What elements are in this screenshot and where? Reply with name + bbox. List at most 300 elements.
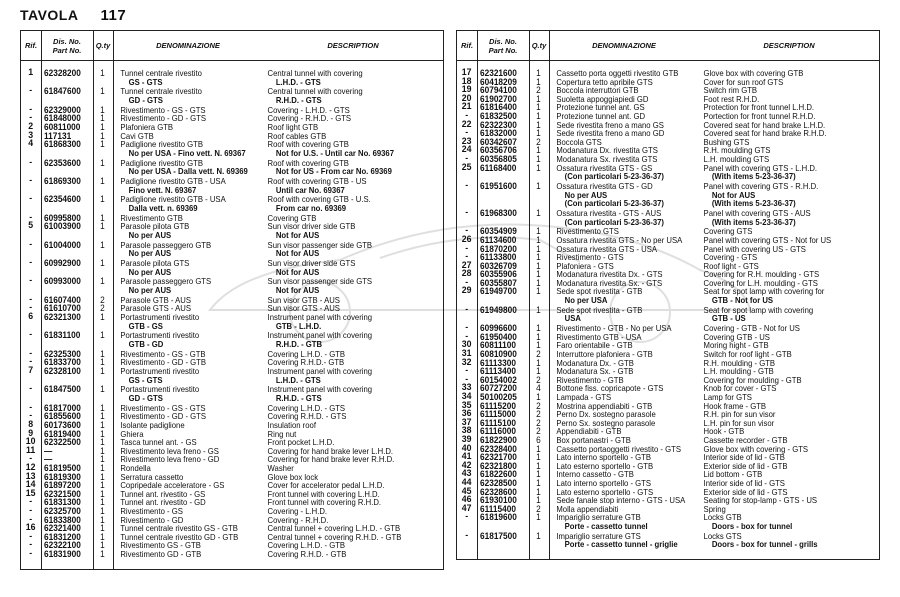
row-part-number: 61833800 [44, 514, 81, 525]
row-denominazione: Perno Sx. sostegno parasole [556, 417, 656, 428]
row-quantity: 1 [536, 234, 541, 245]
row-denominazione: Isolante padiglione [120, 420, 185, 430]
row-part-number: 60794100 [480, 85, 517, 96]
row-quantity: 1 [536, 392, 541, 402]
row-denominazione: Modanatura rivestita Dx. - GTS [556, 269, 663, 280]
row-quantity: 1 [100, 384, 105, 395]
row-part-number: 62321700 [480, 452, 517, 463]
row-rif: - [465, 127, 469, 139]
page-title [20, 7, 126, 24]
table-row [457, 324, 876, 333]
row-description: Roof with covering GTB [267, 139, 349, 150]
row-denominazione: Sede spot rivestita - GTB [556, 286, 643, 297]
row-denominazione-detail: Dalla vett. n. 69369 [128, 202, 198, 213]
row-description: Seat for spot lamp with covering for [703, 286, 825, 297]
row-denominazione: Lato esterno sportello - GTB [556, 460, 654, 471]
row-quantity: 1 [100, 480, 105, 491]
row-denominazione: Ossatura rivestita - GTS - AUS [556, 207, 662, 218]
row-description: Sun visor driver side GTB [267, 221, 356, 232]
page-label: TAVOLA [20, 7, 79, 23]
row-description: Moring hight - GTB [703, 340, 769, 351]
row-quantity: 1 [536, 304, 541, 315]
table-row [21, 358, 440, 367]
row-part-number: 62328200 [44, 68, 81, 78]
row-quantity: 2 [536, 400, 541, 411]
row-quantity: 6 [536, 434, 541, 445]
row-part-number: 60811000 [44, 121, 81, 132]
row-denominazione: Boccola interruttori GTB [556, 85, 639, 96]
row-quantity: 1 [100, 175, 105, 186]
row-rif: 12 [25, 461, 36, 473]
row-denominazione: Parasole GTB - AUS [120, 294, 192, 305]
row-description-detail: GTB - US [711, 313, 746, 324]
table-row [457, 75, 876, 87]
header-part-no [477, 31, 529, 60]
row-denominazione: Molla appendiabiti [556, 503, 619, 514]
row-rif: - [29, 329, 33, 341]
row-part-number: 62322500 [44, 437, 81, 448]
row-part-number: 61847500 [44, 384, 81, 395]
row-quantity: 1 [100, 221, 105, 232]
row-description: Covering - L.H.D. [267, 505, 328, 516]
row-quantity: 1 [100, 121, 105, 132]
row-denominazione: Parasole passeggero GTS [120, 276, 212, 287]
row-rif: 19 [461, 84, 472, 96]
row-description: Front pocket L.H.D. [267, 437, 335, 448]
row-denominazione: Rivestimento - GTB [556, 374, 624, 385]
row-denominazione: Serratura cassetto [120, 471, 184, 482]
row-description: Covering GTB - US [703, 331, 770, 342]
row-description: L.H. pin for sun visor [703, 417, 775, 428]
row-rif: 46 [461, 494, 472, 506]
row-rif: - [465, 511, 469, 523]
row-description: Sun visor GTB - AUS [267, 294, 340, 305]
row-denominazione: Protezione tunnel ant. GS [556, 102, 645, 113]
row-denominazione: Sede rivestita freno a mano GS [556, 119, 664, 130]
row-quantity: 1 [100, 330, 105, 341]
row-denominazione: Rivestimento - GS - GTB [120, 348, 206, 359]
row-rif: 2 [28, 120, 34, 132]
row-denominazione: Parasole pilota GTS [120, 258, 190, 269]
row-rif: - [29, 112, 33, 124]
row-part-number: 61822600 [480, 469, 517, 480]
row-description: Roof with covering GTB [267, 157, 349, 168]
row-quantity: 1 [100, 276, 105, 287]
row-description-detail: (With items 5-23-36-37) [711, 198, 796, 209]
table-row [457, 303, 876, 324]
row-part-number: 61902700 [480, 93, 517, 104]
row-rif: 29 [461, 285, 472, 297]
table-row [21, 277, 440, 295]
row-quantity: 1 [100, 402, 105, 413]
row-part-number: 60727200 [480, 383, 517, 394]
table-row [21, 129, 440, 141]
row-rif: - [465, 109, 469, 121]
row-rif: - [29, 513, 33, 525]
row-description: Instrument panel with covering [267, 384, 373, 395]
row-quantity: 1 [100, 428, 105, 439]
row-part-number: 62328100 [44, 366, 81, 377]
table-row [457, 399, 876, 411]
table-row [457, 393, 876, 402]
row-denominazione: Modanatura Sx. rivestita GTS [556, 153, 658, 164]
row-rif: 38 [461, 425, 472, 437]
row-part-number: 61004000 [44, 239, 81, 250]
row-rif: 45 [461, 485, 472, 497]
header-description: DESCRIPTION [763, 41, 815, 50]
row-denominazione-detail: No per USA - Dalla vett. N. 69369 [128, 166, 248, 177]
row-denominazione-detail: (Con particolari 5-23-36-37) [564, 198, 664, 209]
row-quantity: 1 [536, 145, 541, 156]
row-description: Cover for sun roof GTS [703, 76, 784, 87]
row-part-number: 62329000 [44, 104, 81, 115]
table-body [457, 69, 879, 550]
row-rif: - [29, 504, 33, 516]
row-part-number: 62321300 [44, 312, 81, 323]
row-quantity: 2 [100, 294, 105, 305]
row-denominazione-detail: Fino vett. N. 69367 [128, 184, 197, 195]
row-description: Covering R.H.D. - GTB [267, 548, 347, 559]
row-denominazione: Lato interno sportello - GTS [556, 477, 652, 488]
table-row [21, 293, 440, 305]
table-row [457, 330, 876, 342]
row-description-detail: Not for US - From car No. 69369 [275, 166, 392, 177]
row-description: Covering for hand brake lever R.H.D. [267, 454, 395, 465]
row-rif: - [29, 410, 33, 422]
row-rif: - [465, 330, 469, 342]
row-quantity: 1 [100, 411, 105, 422]
row-part-number: 62321600 [480, 68, 517, 78]
row-quantity: 1 [536, 119, 541, 130]
row-denominazione: Ossatura rivestita GTS - USA [556, 243, 657, 254]
row-description: Roof with covering GTB - US [267, 175, 367, 186]
row-denominazione: Rivestimento GTB [120, 212, 183, 223]
row-description-detail: (With items 5-23-36-37) [711, 216, 796, 227]
table-row [21, 412, 440, 421]
row-denominazione-detail: Porte - cassetto tunnel - griglie [564, 539, 678, 550]
row-part-number: 61949700 [480, 286, 517, 297]
row-rif: 10 [25, 436, 36, 448]
table-row [21, 156, 440, 177]
row-quantity: 1 [536, 93, 541, 104]
row-quantity: 1 [536, 512, 541, 523]
row-description: Knob for cover - GTS [703, 383, 777, 394]
row-quantity: 1 [536, 452, 541, 463]
row-rif: - [29, 85, 33, 97]
row-description: Sun visor driver side GTS [267, 258, 356, 269]
row-rif: - [465, 251, 469, 263]
row-description: Seating for stop-lamp - GTS - US [703, 495, 818, 506]
row-description-detail: Not for AUS [275, 285, 320, 296]
row-part-number: 60993000 [44, 276, 81, 287]
row-part-number: 61968300 [480, 207, 517, 218]
row-description: Central tunnel with covering [267, 68, 363, 78]
row-description-detail: Not for AUS [275, 266, 320, 277]
row-part-number: 60992900 [44, 258, 81, 269]
row-rif: - [465, 206, 469, 218]
row-description: L.H. moulding GTS [703, 153, 770, 164]
row-description-detail: Not for AUS [275, 248, 320, 259]
row-part-number: 60356706 [480, 145, 517, 156]
row-description: Roof light GTB [267, 121, 319, 132]
row-part-number: 61847600 [44, 86, 81, 97]
row-quantity: 1 [536, 207, 541, 218]
table-row [21, 347, 440, 359]
row-denominazione: Rivestimento - GD - GTS [120, 411, 206, 422]
row-description: Covering - GTS [703, 252, 758, 263]
row-description: Bushing GTS [703, 136, 750, 147]
row-quantity: 1 [536, 180, 541, 191]
table-row [457, 529, 876, 550]
row-quantity: 1 [100, 514, 105, 525]
row-denominazione: Tasca tunnel ant. - GS [120, 437, 197, 448]
header-denominazione: DENOMINAZIONE [156, 41, 220, 50]
row-quantity: 1 [100, 357, 105, 368]
row-denominazione: Sede rivestita freno a mano GD [556, 128, 665, 139]
row-quantity: 1 [100, 445, 105, 456]
table-row [21, 498, 440, 507]
table-row [457, 356, 876, 368]
row-rif: 31 [461, 348, 472, 360]
row-description: Front tunnel with covering L.H.D. [267, 488, 380, 499]
row-quantity: 1 [100, 258, 105, 269]
row-denominazione: Impariglio serrature GTS [556, 530, 641, 541]
table-row [457, 367, 876, 376]
row-denominazione-detail: Porte - cassetto tunnel [564, 520, 648, 531]
row-denominazione: Rivestimento GTS [556, 226, 619, 237]
table-row [457, 470, 876, 479]
row-description: Spring [703, 503, 726, 514]
row-rif: - [465, 365, 469, 377]
row-description: Central tunnel + covering L.H.D. - GTB [267, 523, 401, 534]
row-rif: 34 [461, 391, 472, 402]
row-quantity: 1 [100, 86, 105, 97]
row-rif: 22 [461, 118, 472, 130]
row-rif: 32 [461, 356, 472, 368]
table-row [21, 211, 440, 223]
row-denominazione: Rondella [120, 462, 151, 473]
row-part-number: 60173600 [44, 420, 81, 430]
row-description: Instrument panel with covering [267, 366, 373, 377]
row-description: Panel with covering GTS - R.H.D. [703, 180, 819, 191]
row-part-number: 61817500 [480, 530, 517, 541]
row-rif: 40 [461, 442, 472, 454]
row-description-detail: Doors - box for tunnel [711, 520, 793, 531]
row-part-number: 60810900 [480, 349, 517, 360]
row-denominazione: Plafoniera GTB [120, 121, 174, 132]
row-denominazione: Faro orientabile - GTB [556, 340, 633, 351]
row-description: Covering - R.H.D. - GTS [267, 113, 352, 124]
row-rif: - [29, 530, 33, 542]
row-rif: - [29, 257, 33, 269]
row-denominazione: Portastrumenti rivestito [120, 366, 200, 377]
row-denominazione-detail: No per AUS [128, 248, 172, 259]
row-denominazione: Rivestimento - GTS [556, 252, 624, 263]
row-description: Covering L.H.D. - GTB [267, 348, 346, 359]
row-rif: - [465, 529, 469, 541]
row-part-number: 62354600 [44, 194, 81, 205]
row-rif: - [465, 225, 469, 237]
row-part-number: 62328400 [480, 443, 517, 454]
row-quantity: 1 [100, 437, 105, 448]
row-part-number: 61833700 [44, 357, 81, 368]
row-quantity: 1 [536, 76, 541, 87]
row-quantity: 1 [536, 226, 541, 237]
row-rif: 15 [25, 487, 36, 499]
table-row [21, 174, 440, 195]
row-part-number: 61869300 [44, 175, 81, 186]
row-rif: 27 [461, 259, 472, 271]
row-description-detail: Doors - box for tunnel - grills [711, 539, 818, 550]
table-row [21, 222, 440, 240]
row-part-number: 61819600 [480, 512, 517, 523]
row-part-number: 60326709 [480, 260, 517, 271]
row-denominazione: Rivestimento GD - GTB [120, 548, 202, 559]
row-quantity: 1 [536, 331, 541, 342]
row-part-number: 61115200 [480, 400, 516, 411]
row-quantity: 1 [100, 366, 105, 377]
table-row [21, 421, 440, 430]
row-denominazione-detail: (Con particolari 5-23-36-37) [564, 171, 664, 182]
row-description: R.H. moulding - GTB [703, 357, 776, 368]
row-part-number: 62325300 [44, 348, 81, 359]
row-rif: 16 [25, 522, 36, 534]
row-rif: 42 [461, 459, 472, 471]
row-rif: - [29, 275, 33, 287]
row-description: Glove box lock [267, 471, 319, 482]
row-description: Covering - R.H.D. [267, 514, 329, 525]
table-row [457, 427, 876, 436]
row-quantity: 2 [536, 503, 541, 514]
table-row [21, 87, 440, 105]
row-part-number: 60418209 [480, 76, 517, 87]
row-quantity: 1 [100, 523, 105, 534]
row-rif: 21 [461, 101, 472, 113]
header-part-line2: Part No. [52, 45, 82, 55]
table-row [457, 135, 876, 147]
table-row [457, 341, 876, 350]
row-part-number: 61950400 [480, 331, 517, 342]
row-part-number: 60354909 [480, 226, 517, 237]
row-rif: - [29, 193, 33, 205]
row-description: Glove box with covering - GTS [703, 443, 809, 454]
row-description: Lamp for GTS [703, 392, 752, 402]
row-quantity: 1 [536, 460, 541, 471]
row-part-number: 61855600 [44, 411, 81, 422]
row-quantity: 1 [536, 128, 541, 139]
table-row [21, 120, 440, 132]
row-denominazione: Modanatura Dx. rivestita GTS [556, 145, 658, 156]
row-denominazione: Tunnel centrale rivestito GS - GTB [120, 523, 238, 534]
row-quantity: 4 [536, 383, 541, 394]
row-denominazione: Cassetto portaoggetti rivestito - GTS [556, 443, 681, 454]
row-description-detail: GTB - Not for US [711, 295, 774, 306]
row-quantity: 1 [536, 243, 541, 254]
row-rif: - [29, 356, 33, 368]
row-rif: - [465, 242, 469, 254]
table-row [457, 146, 876, 155]
table-row [21, 238, 440, 259]
table-row [457, 253, 876, 262]
row-denominazione: Sede spot rivestita - GTB [556, 304, 643, 315]
row-denominazione: Tunnel centrale rivestito [120, 86, 202, 97]
row-quantity: 2 [536, 409, 541, 420]
row-description: Covering for L.H. moulding - GTS [703, 277, 818, 288]
row-part-number: 61116000 [480, 426, 516, 437]
row-description: Cassette recorder - GTB [703, 434, 788, 445]
row-denominazione: Copertura tetto apribile GTS [556, 76, 653, 87]
row-description: Insulation roof [267, 420, 316, 430]
row-description: Central tunnel with covering [267, 86, 363, 97]
row-denominazione: Modanatura rivestita Sx. - GTS [556, 277, 663, 288]
row-description: Interior side of lid - GTS [703, 477, 785, 488]
row-denominazione: Boccola GTS [556, 136, 602, 147]
row-quantity: 1 [536, 486, 541, 497]
row-quantity: 1 [100, 139, 105, 150]
row-denominazione: Rivestimento - GTB - No per USA [556, 323, 672, 334]
table-row [21, 461, 440, 473]
row-quantity: 1 [536, 530, 541, 541]
row-description: Glove box with covering GTB [703, 68, 804, 78]
row-rif: 6 [28, 311, 34, 323]
row-rif: 47 [461, 502, 472, 514]
table-row [21, 103, 440, 115]
row-description: Covered seat for hand brake R.H.D. [703, 128, 827, 139]
row-part-number: 62321800 [480, 460, 517, 471]
row-description: Central tunnel + covering R.H.D. - GTB [267, 531, 402, 542]
row-denominazione: Ossatura rivestita GTS - GS [556, 162, 653, 173]
row-description: Locks GTB [703, 512, 742, 523]
row-description: Covering for R.H. moulding - GTS [703, 269, 820, 280]
row-part-number: 61113300 [480, 357, 516, 368]
row-part-number: 62321500 [44, 488, 81, 499]
row-part-number: 61831100 [44, 330, 81, 341]
row-denominazione: Bottone fiss. copricapote - GTS [556, 383, 664, 394]
row-rif: 26 [461, 233, 472, 245]
row-quantity: 2 [536, 85, 541, 96]
header-qty: Q.ty [95, 41, 111, 50]
row-part-number: — [44, 454, 53, 465]
row-rif: - [465, 179, 469, 191]
table-row [21, 367, 440, 385]
row-denominazione: Mostrina appendiabiti - GTB [556, 400, 653, 411]
row-quantity: 1 [536, 495, 541, 506]
parts-table-left [20, 30, 444, 570]
row-part-number: 62322300 [480, 119, 517, 130]
row-rif: 11 [26, 444, 36, 456]
row-part-number: 61003900 [44, 221, 81, 232]
row-description: Hook - GTB [703, 426, 745, 437]
row-rif: 30 [461, 339, 472, 351]
row-description: Panel with covering US - GTS [703, 243, 806, 254]
row-quantity: 1 [536, 68, 541, 78]
row-description: Covering - GTB - Not for US [703, 323, 800, 334]
row-description-detail: L.H.D. - GTS [275, 76, 321, 87]
row-denominazione-detail: GD - GTS [128, 94, 163, 105]
row-denominazione: Parasole GTS - AUS [120, 303, 192, 314]
row-quantity: 1 [536, 162, 541, 173]
row-rif: 5 [28, 220, 34, 232]
row-rif: - [29, 453, 33, 465]
row-quantity: 2 [536, 374, 541, 385]
table-row [457, 476, 876, 488]
row-quantity: 1 [100, 531, 105, 542]
row-part-number: 61168400 [480, 162, 517, 173]
row-rif: - [29, 539, 33, 551]
row-rif: 13 [25, 470, 36, 482]
row-denominazione: Tunnel ant. rivestito - GD [120, 497, 206, 508]
row-denominazione: Tunnel centrale rivestito [120, 68, 202, 78]
